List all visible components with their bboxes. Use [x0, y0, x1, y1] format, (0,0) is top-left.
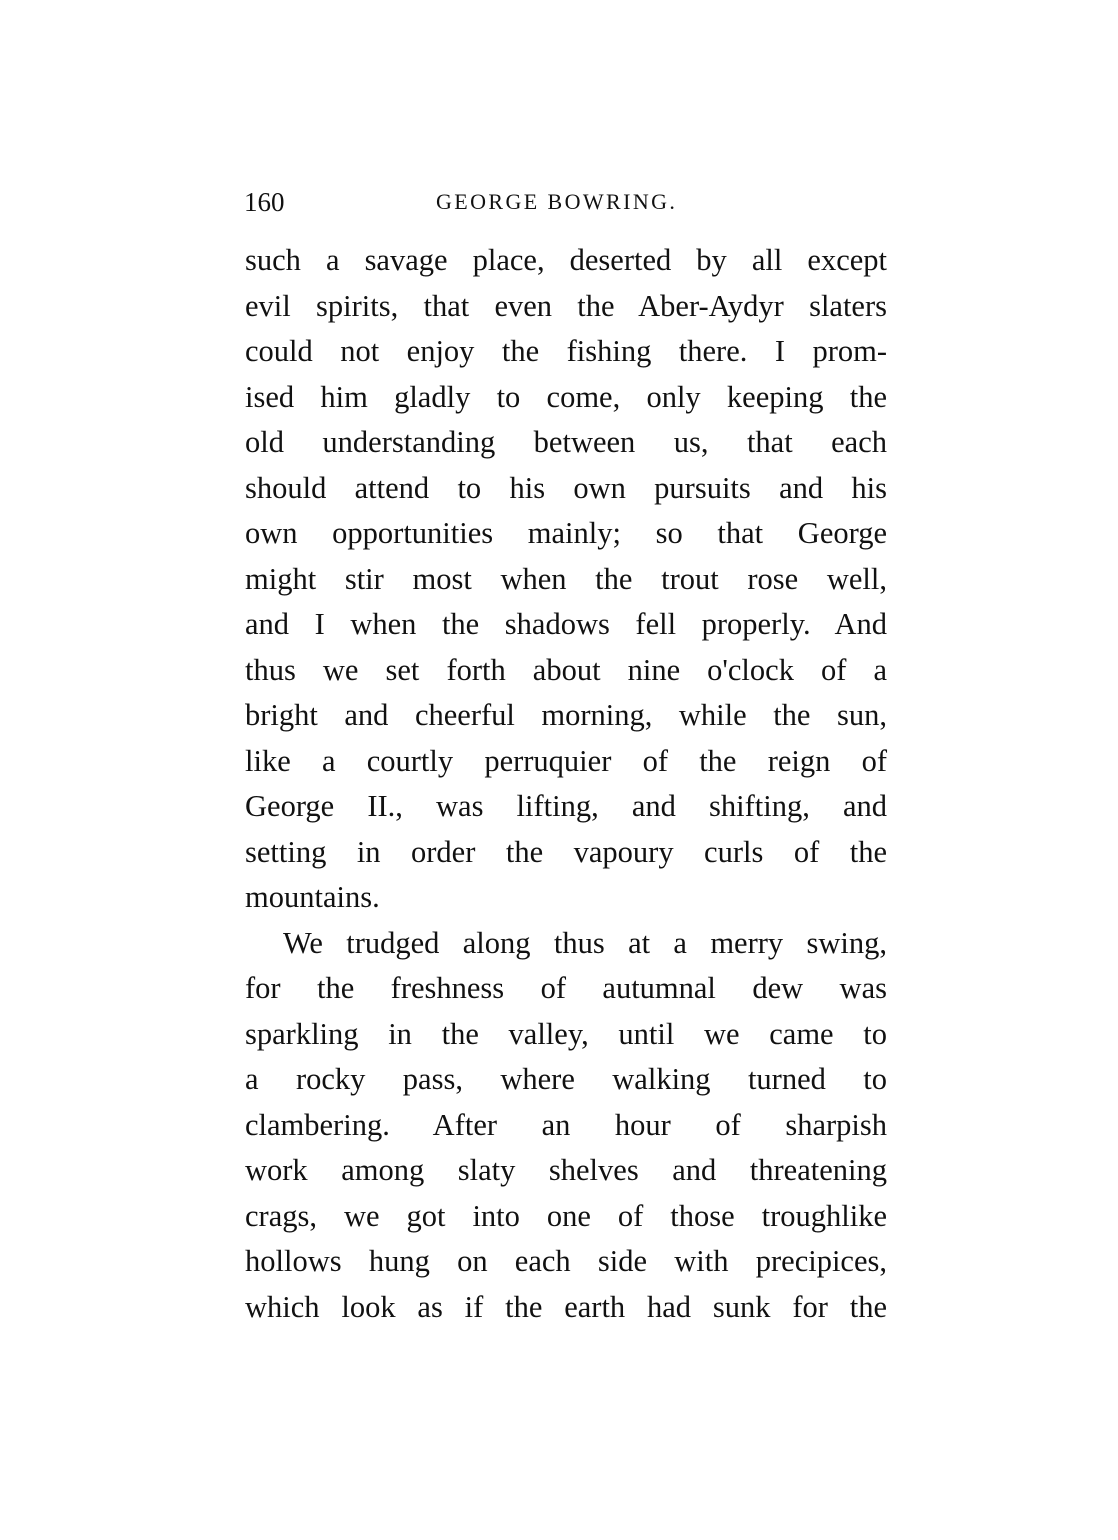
text-line: setting in order the vapoury curls of the [245, 834, 887, 869]
text-line: clambering. After an hour of sharpish [245, 1107, 887, 1142]
paragraph-1 [245, 238, 887, 921]
text-line: bright and cheerful morning, while the sun, [245, 698, 887, 732]
text-line: own opportunities mainly; so that George [245, 516, 887, 550]
running-head [244, 186, 704, 218]
text-line: which look as if the earth had sunk for the [245, 1289, 887, 1324]
running-title: GEORGE BOWRING. [436, 189, 678, 214]
text-line: sparkling in the valley, until we came to [245, 1016, 887, 1051]
text-line: might stir most when the trout rose well, [245, 561, 887, 596]
text-line: like a courtly perruquier of the reign of [245, 743, 887, 778]
text-line: mountains. [245, 880, 380, 914]
text-line: crags, we got into one of those troughlike [245, 1198, 887, 1233]
text-line: and I when the shadows fell properly. And [245, 607, 887, 641]
text-line: for the freshness of autumnal dew was [245, 971, 887, 1005]
text-line: work among slaty shelves and threatening [245, 1153, 887, 1187]
text-line: old understanding between us, that each [245, 425, 887, 459]
page-number: 160 [244, 187, 285, 217]
text-line: thus we set forth about nine o'clock of a [245, 652, 887, 687]
text-line: should attend to his own pursuits and his [245, 470, 887, 505]
text-line: could not enjoy the fishing there. I prom- [245, 334, 887, 368]
paragraph-2 [245, 921, 887, 1331]
text-line: a rocky pass, where walking turned to [245, 1062, 887, 1096]
text-line: evil spirits, that even the Aber-Aydyr slaters [245, 288, 887, 323]
text-line: such a savage place, deserted by all except [245, 243, 887, 277]
text-line: hollows hung on each side with precipices, [245, 1244, 887, 1278]
body-text [245, 238, 887, 1330]
text-line: George II., was lifting, and shifting, and [245, 789, 887, 823]
text-line: We trudged along thus at a merry swing, [283, 925, 887, 960]
text-line: ised him gladly to come, only keeping the [245, 379, 887, 414]
